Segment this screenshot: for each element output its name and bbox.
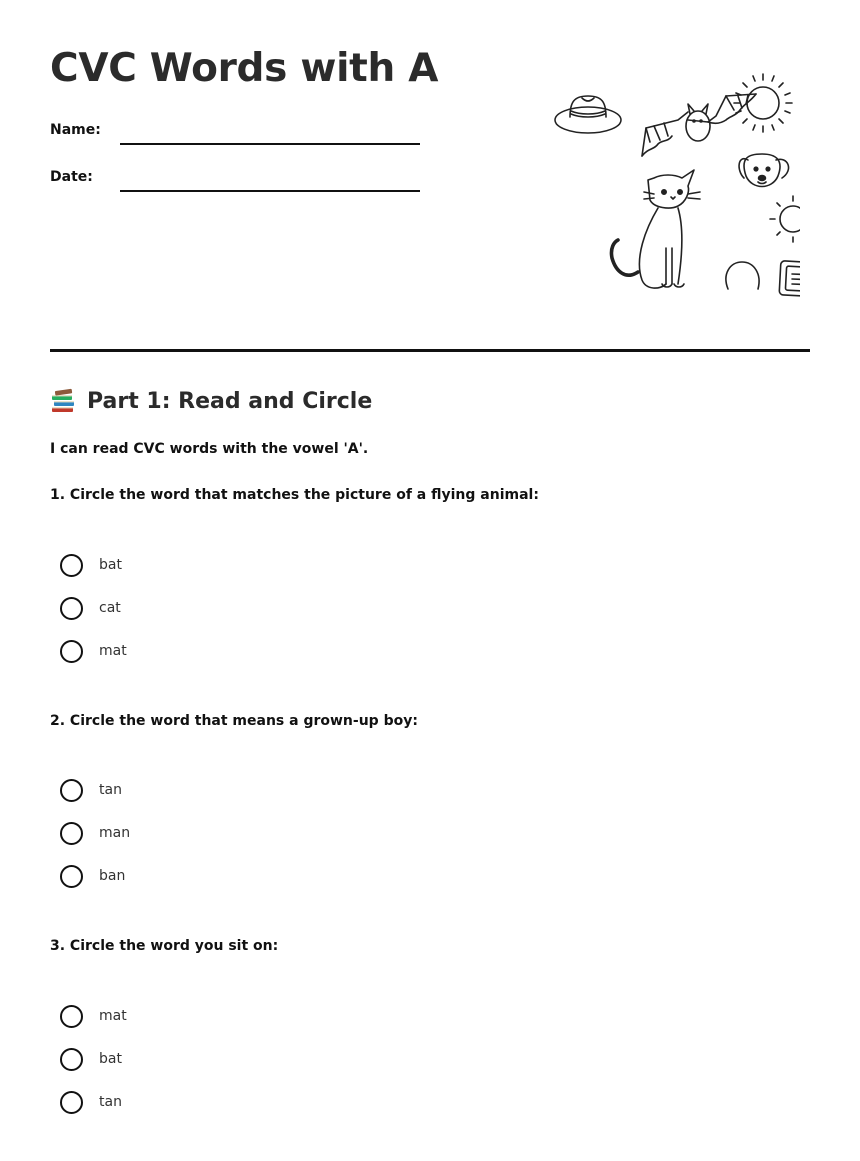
option-circle-icon[interactable] — [60, 640, 83, 663]
option-label: mat — [99, 1008, 127, 1024]
option-circle-icon[interactable] — [60, 779, 83, 802]
mat-icon — [779, 261, 800, 297]
worksheet-page — [50, 0, 810, 1161]
answer-option[interactable] — [60, 1003, 260, 1029]
option-label: bat — [99, 1051, 122, 1067]
name-label: Name: — [50, 122, 101, 138]
question-text: 3. Circle the word you sit on: — [50, 938, 279, 954]
answer-option[interactable] — [60, 820, 260, 846]
sun-icon — [734, 74, 792, 132]
answer-option[interactable] — [60, 777, 260, 803]
small-sun-icon — [770, 196, 800, 242]
answer-option[interactable] — [60, 638, 260, 664]
option-circle-icon[interactable] — [60, 865, 83, 888]
question-text: 2. Circle the word that means a grown-up boy: — [50, 713, 418, 729]
name-write-line[interactable] — [120, 143, 420, 145]
part1-heading-text: Part 1: Read and Circle — [87, 388, 373, 414]
option-label: tan — [99, 782, 122, 798]
option-label: tan — [99, 1094, 122, 1110]
name-field — [50, 122, 420, 148]
books-icon — [50, 388, 76, 414]
worksheet-title: CVC Words with A — [50, 46, 439, 91]
option-circle-icon[interactable] — [60, 1005, 83, 1028]
section-divider — [50, 349, 810, 352]
option-circle-icon[interactable] — [60, 1091, 83, 1114]
answer-option[interactable] — [60, 595, 260, 621]
date-field — [50, 169, 420, 195]
learning-objective: I can read CVC words with the vowel 'A'. — [50, 441, 369, 457]
part1-heading — [50, 388, 372, 414]
option-circle-icon[interactable] — [60, 1048, 83, 1071]
option-circle-icon[interactable] — [60, 554, 83, 577]
hat-icon — [555, 96, 621, 133]
circle-shape-icon — [726, 262, 759, 289]
option-label: mat — [99, 643, 127, 659]
date-write-line[interactable] — [120, 190, 420, 192]
question-text: 1. Circle the word that matches the picture of a flying animal: — [50, 487, 539, 503]
date-label: Date: — [50, 169, 93, 185]
option-circle-icon[interactable] — [60, 597, 83, 620]
option-label: ban — [99, 868, 126, 884]
answer-option[interactable] — [60, 1089, 260, 1115]
cat-icon — [611, 170, 700, 288]
answer-option[interactable] — [60, 1046, 260, 1072]
option-label: cat — [99, 600, 121, 616]
dog-face-icon — [739, 154, 788, 187]
option-label: man — [99, 825, 131, 841]
worksheet-illustration — [550, 68, 800, 302]
answer-option[interactable] — [60, 863, 260, 889]
option-circle-icon[interactable] — [60, 822, 83, 845]
option-label: bat — [99, 557, 122, 573]
answer-option[interactable] — [60, 552, 260, 578]
